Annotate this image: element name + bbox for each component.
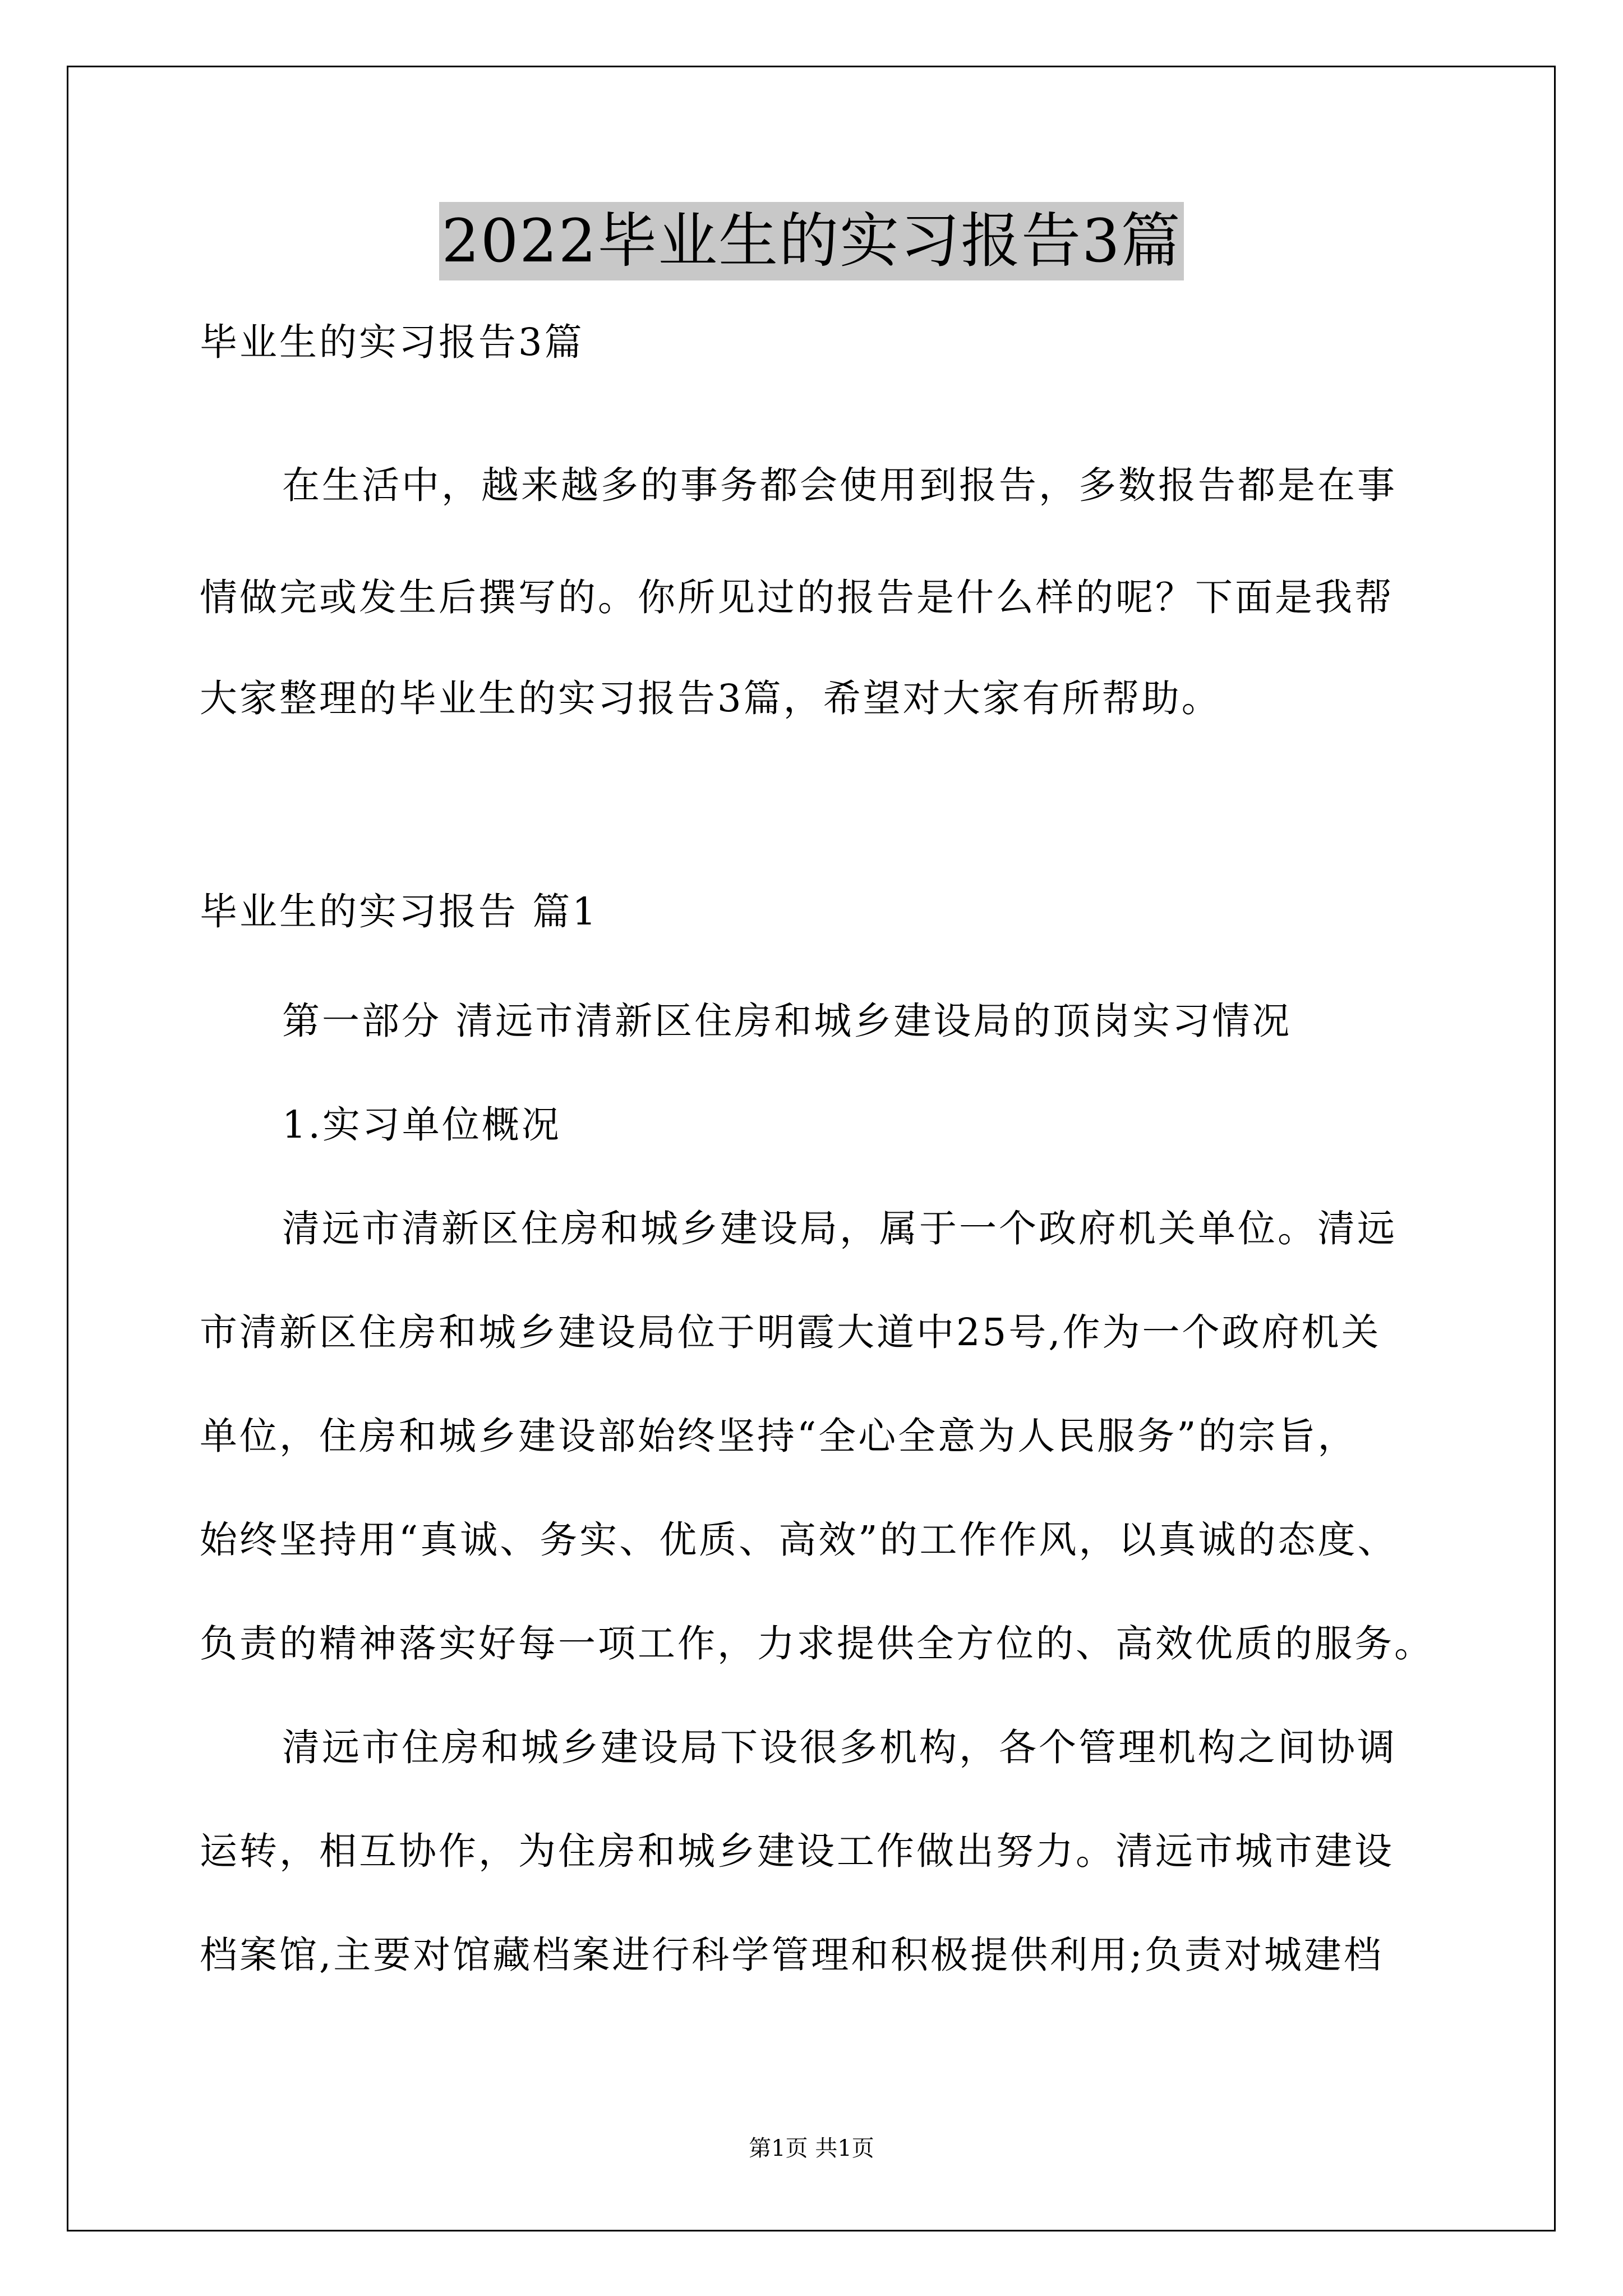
paragraph-line: 清远市住房和城乡建设局下设很多机构，各个管理机构之间协调 [282, 1726, 1397, 1769]
paragraph-line: 清远市清新区住房和城乡建设局，属于一个政府机关单位。清远 [282, 1207, 1397, 1250]
paragraph-line: 档案馆,主要对馆藏档案进行科学管理和积极提供利用;负责对城建档 [200, 1933, 1384, 1977]
page-footer: 第1页 共1页 [749, 2136, 874, 2161]
document-title [0, 202, 1623, 280]
paragraph-line: 情做完或发生后撰写的。你所见过的报告是什么样的呢？下面是我帮 [200, 576, 1394, 619]
document-title-text: 2022毕业生的实习报告3篇 [439, 202, 1183, 280]
paragraph-line: 1.实习单位概况 [282, 1103, 561, 1147]
section-heading: 毕业生的实习报告 篇1 [200, 890, 598, 933]
paragraph-line: 始终坚持用“真诚、务实、优质、高效”的工作作风，以真诚的态度、 [200, 1518, 1398, 1562]
paragraph-line: 第一部分 清远市清新区住房和城乡建设局的顶岗实习情况 [282, 999, 1292, 1043]
subtitle-line: 毕业生的实习报告3篇 [200, 320, 584, 364]
paragraph-line: 大家整理的毕业生的实习报告3篇，希望对大家有所帮助。 [200, 677, 1221, 720]
paragraph-line: 在生活中，越来越多的事务都会使用到报告，多数报告都是在事 [282, 463, 1397, 507]
paragraph-line: 市清新区住房和城乡建设局位于明霞大道中25号,作为一个政府机关 [200, 1310, 1381, 1354]
paragraph-line: 单位，住房和城乡建设部始终坚持“全心全意为人民服务”的宗旨， [200, 1414, 1358, 1458]
paragraph-line: 负责的精神落实好每一项工作，力求提供全方位的、高效优质的服务。 [200, 1622, 1434, 1665]
paragraph-line: 运转，相互协作，为住房和城乡建设工作做出努力。清远市城市建设 [200, 1829, 1394, 1873]
